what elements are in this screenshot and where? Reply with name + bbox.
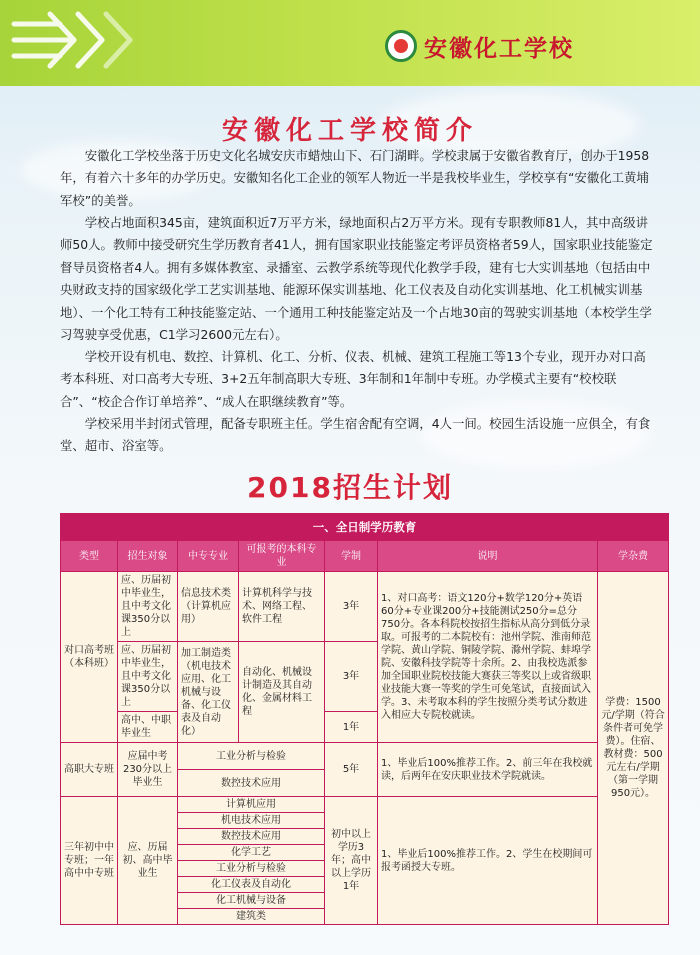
column-header: 中专专业	[178, 541, 239, 572]
intro-paragraph-2: 学校占地面积345亩，建筑面积近7万平方米，绿地面积占2万平方米。现有专职教师81人，其中高级讲师50人。教师中接受研究生学历教育者41人，拥有国家职业技能鉴定考评员资格者59人，国家职业技能鉴定督导员资格者4人。拥有多媒体教室、录播室、云教学系统等现代化教学手段，建有七大实训基地（包括由中央财政支持的国家级化学工艺实训基地、能源环保实训基地、化工仪表及自动化实训基地、化工机械实训基地）、一个化工特有工种技能鉴定站、一个通用工种技能鉴定站及一个占地30亩的驾驶实训基地（本校学生学习驾驶享受优惠，C1学习2600元左右）。	[60, 215, 653, 343]
arrows-decoration-icon	[8, 10, 178, 70]
row3-majors	[178, 797, 325, 925]
section-title: 一、全日制学历教育	[61, 514, 669, 541]
row1-bachelor-a: 计算机科学与技术、网络工程、软件工程	[239, 572, 325, 642]
row1-major-b: 加工制造类（机电技术应用、化工机械与设备、化工仪表及自动化）	[178, 642, 239, 743]
table-header-row	[61, 541, 669, 572]
school-logo-icon	[385, 30, 417, 62]
major-item: 化学工艺	[178, 845, 324, 861]
table-row	[61, 797, 669, 925]
row1-target-b: 应、历届初中毕业生，且中考文化课350分以上	[118, 642, 178, 712]
row3-note: 1、毕业后100%推荐工作。2、学生在校期间可报考函授大专班。	[378, 797, 598, 925]
major-item: 机电技术应用	[178, 813, 324, 829]
intro-paragraph-1: 安徽化工学校坐落于历史文化名城安庆市蜡烛山下、石门湖畔。学校隶属于安徽省教育厅，创办于1958年，有着六十多年的办学历史。安徽知名化工企业的领军人物近一半是我校毕业生，学校享有“安徽化工黄埔军校”的美誉。	[60, 148, 650, 208]
row2-major-a: 工业分析与检验	[178, 743, 325, 770]
row2-years: 5年	[325, 743, 378, 797]
major-item: 建筑类	[236, 911, 266, 922]
major-item: 工业分析与检验	[178, 861, 324, 877]
row1-target-c: 高中、中职毕业生	[118, 712, 178, 743]
plan-title: 2018招生计划	[247, 471, 453, 504]
fees-note: 学费：1500元/学期（符合条件者可免学费）。住宿、教材费：500元左右/学期（第一学期950元）。	[598, 572, 669, 925]
row1-target-a: 应、历届初中毕业生，且中考文化课350分以上	[118, 572, 178, 642]
row2-type: 高职大专班	[61, 743, 118, 797]
row1-major-a: 信息技术类（计算机应用）	[178, 572, 239, 642]
column-header: 说明	[378, 541, 598, 572]
column-header: 招生对象	[118, 541, 178, 572]
column-header: 学制	[325, 541, 378, 572]
row2-major-b: 数控技术应用	[178, 770, 325, 797]
row1-years-b: 3年	[325, 642, 378, 712]
row3-years: 初中以上学历3年；高中以上学历1年	[325, 797, 378, 925]
intro-title: 安徽化工学校简介	[221, 116, 478, 146]
major-item: 数控技术应用	[178, 829, 324, 845]
row3-type: 三年初中中专班；一年高中中专班	[61, 797, 118, 925]
row2-target: 应届中考230分以上毕业生	[118, 743, 178, 797]
row1-note: 1、对口高考：语文120分+数学120分+英语60分+专业课200分+技能测试250分=总分750分。各本科院校按招生指标从高分到低分录取。可报考的二本院校有：池州学院、淮南师范学院、黄山学院、铜陵学院、滁州学院、蚌埠学院、安徽科技学院等十余所。2、由我校选派参加全国职业院校技能大赛获三等奖以上或省级职业技能大赛一等奖的学生可免笔试，直接面试入学。3、未考取本科的学生按照分类考试分数进入相应大专院校就读。	[378, 572, 598, 743]
major-item: 计算机应用	[178, 797, 324, 813]
enrollment-plan-table	[60, 513, 669, 925]
major-item: 化工机械与设备	[178, 893, 324, 909]
row3-target: 应、历届初、高中毕业生	[118, 797, 178, 925]
row2-note: 1、毕业后100%推荐工作。2、前三年在我校就读，后两年在安庆职业技术学院就读。	[378, 743, 598, 797]
table-row	[61, 572, 669, 642]
row1-years-a: 3年	[325, 572, 378, 642]
column-header: 可报考的本科专业	[239, 541, 325, 572]
column-header: 类型	[61, 541, 118, 572]
intro-paragraph-3: 学校开设有机电、数控、计算机、化工、分析、仪表、机械、建筑工程施工等13个专业，现开办对口高考本科班、对口高考大专班、3+2五年制高职大专班、3年制和1年制中专班。办学模式主要有“校校联合”、“校企合作订单培养”、“成人在职继续教育”等。	[60, 349, 646, 409]
intro-paragraph-4: 学校采用半封闭式管理，配备专职班主任。学生宿舍配有空调，4人一间。校园生活设施一应俱全，有食堂、超市、浴室等。	[60, 416, 651, 454]
row1-years-c: 1年	[325, 712, 378, 743]
column-header: 学杂费	[598, 541, 669, 572]
row1-type: 对口高考班（本科班）	[61, 572, 118, 743]
table-row	[61, 743, 669, 770]
row1-bachelor-b: 自动化、机械设计制造及其自动化、金属材料工程	[239, 642, 325, 743]
major-item: 化工仪表及自动化	[178, 877, 324, 893]
header-banner	[0, 0, 700, 86]
school-name: 安徽化工学校	[424, 36, 574, 62]
